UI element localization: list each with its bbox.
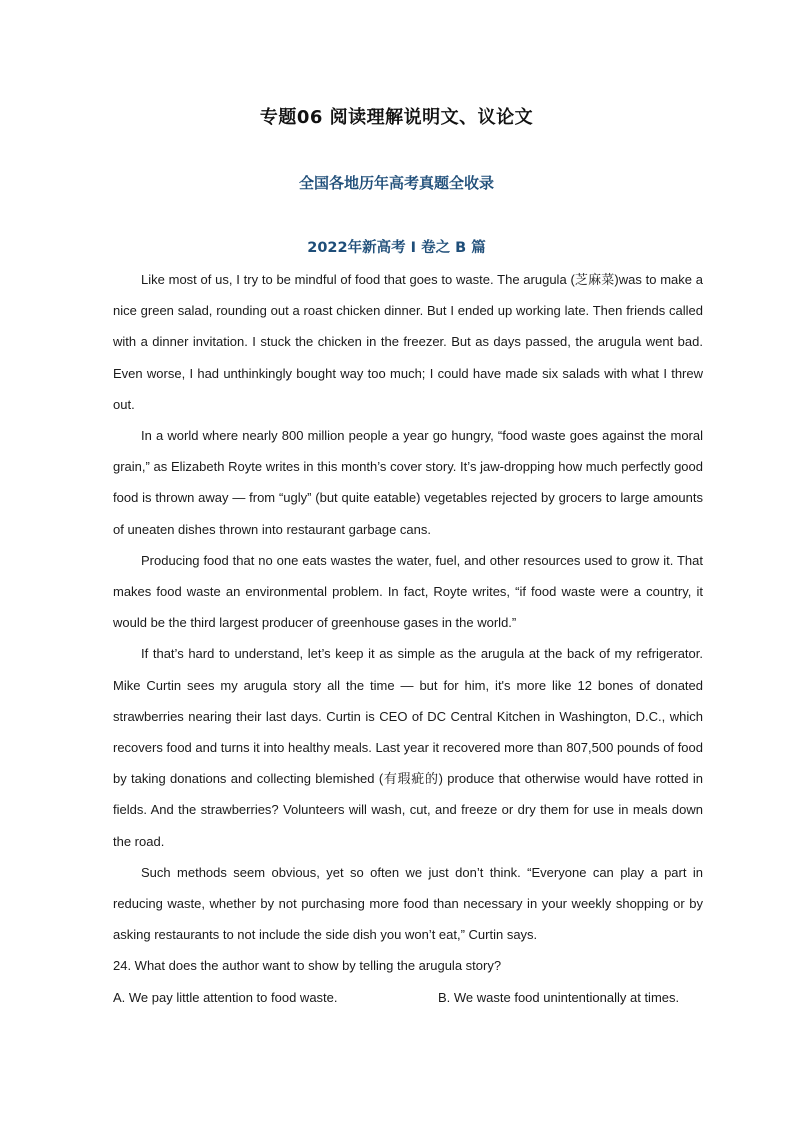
option-b: B. We waste food unintentionally at times. <box>438 989 680 1005</box>
passage-paragraph-4: If that’s hard to understand, let’s keep it as simple as the arugula at the back of my refrigerator. Mike Curtin sees my arugula story all the time — but for him, it's more like 12 bones of donated strawberries nearing their last days. Curtin is CEO of DC Central Kitchen in Washington, D.C., which recovers food and turns it into healthy meals. Last year it recovered more than 807,500 pounds of food by taking donations and collecting blemished (有瑕疵的) produce that otherwise would have rotted in fields. And the strawberries? Volunteers will wash, cut, and freeze or dry them for use in meals down the road. <box>113 646 703 849</box>
passage-paragraph-5: Such methods seem obvious, yet so often we just don’t think. “Everyone can play a part in reducing waste, whether by not purchasing more food than necessary in your weekly shopping or by asking restaurants to not include the side dish you won’t eat,” Curtin says. <box>113 864 703 943</box>
passage-paragraph-1: Like most of us, I try to be mindful of food that goes to waste. The arugula (芝麻菜)was to make a nice green salad, rounding out a roast chicken dinner. But I ended up working late. Then friends called with a dinner invitation. I stuck the chicken in the freezer. But as days passed, the arugula went bad. Even worse, I had unthinkingly bought way too much; I could have made six salads with what I threw out. <box>113 272 703 412</box>
page-subtitle: 全国各地历年高考真题全收录 <box>298 174 494 192</box>
section-heading: 2022年新高考 I 卷之 B 篇 <box>307 240 486 256</box>
question-stem: 24. What does the author want to show by telling the arugula story? <box>113 958 502 974</box>
passage-paragraph-2: In a world where nearly 800 million people a year go hungry, “food waste goes against the moral grain,” as Elizabeth Royte writes in this month’s cover story. It’s jaw-dropping how much perfectly good food is thrown away — from “ugly” (but quite eatable) vegetables rejected by grocers to large amounts of uneaten dishes thrown into restaurant garbage cans. <box>113 428 703 537</box>
option-a: A. We pay little attention to food waste. <box>113 989 338 1005</box>
passage-body <box>113 264 703 1013</box>
question-options <box>113 982 703 1013</box>
page-title: 专题06 阅读理解说明文、议论文 <box>259 107 534 128</box>
passage-paragraph-3: Producing food that no one eats wastes the water, fuel, and other resources used to grow it. That makes food waste an environmental problem. In fact, Royte writes, “if food waste were a country, it would be the third largest producer of greenhouse gases in the world.” <box>113 552 703 631</box>
